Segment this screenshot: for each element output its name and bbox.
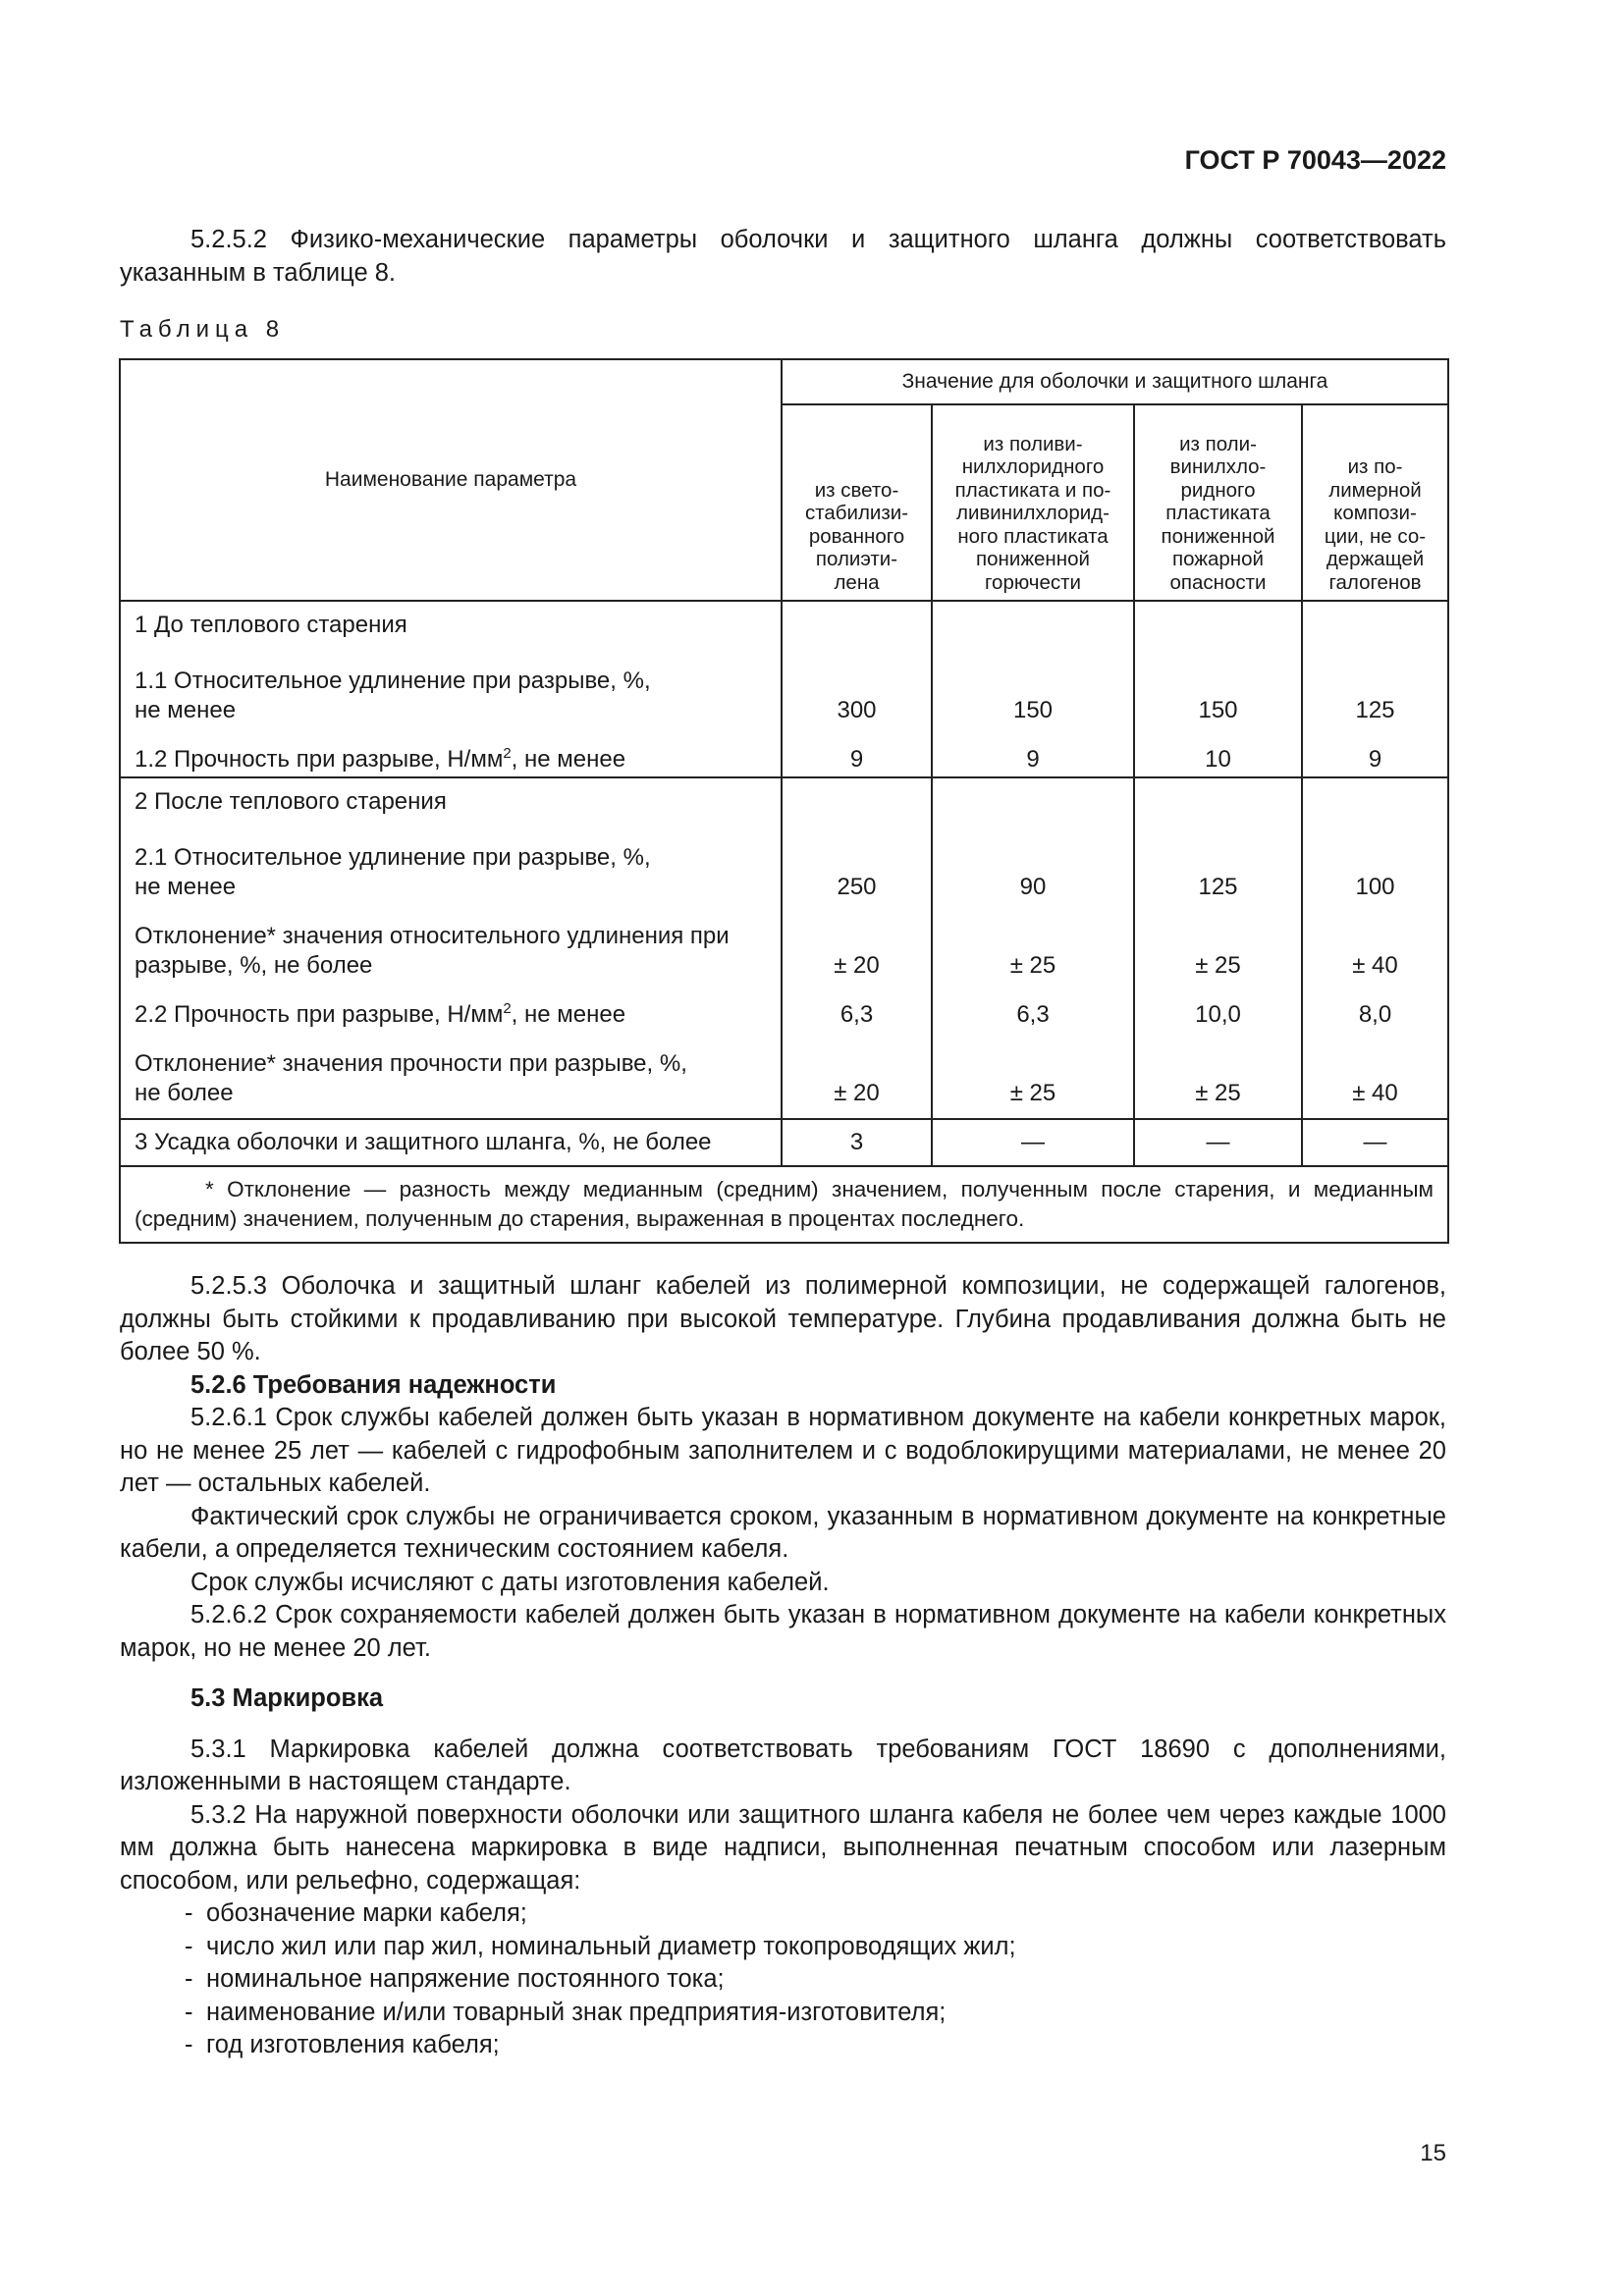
table-cell: ± 20 [834,1080,880,1106]
paragraph-service-life-start: Срок службы исчисляют с даты изготовления кабелей. [190,1568,830,1596]
intro-paragraph [120,224,1446,290]
table-cell: 6,3 [839,1001,874,1028]
paragraph-5-2-5-3: 5.2.5.3 Оболочка и защитный шланг кабелей из полимерной композиции, не содержащей галогенов, должны быть стойкими к продавливанию при высокой температуре. Глубина продавливания должна быть не более 50 %. [120,1272,1446,1365]
parameters-table [119,358,1449,1244]
column-header-pvc-low-flammability: из поливи- нилхлоридного пластиката и по- ливинилхлорид- ного пластиката пониженной горючести [932,404,1134,601]
table-cell: 90 [1019,874,1047,900]
table-row-section-2 [120,777,1448,1119]
section-1-col-3 [1134,601,1302,777]
table-cell: — [932,1119,1134,1166]
table-cell: 10,0 [1195,1001,1241,1028]
paragraph-5-2-6-2: 5.2.6.2 Срок сохраняемости кабелей должен быть указан в нормативном документе на кабели конкретных марок, но не менее 20 лет. [120,1601,1446,1662]
table-cell: ± 25 [1009,1080,1056,1106]
table-cell: ± 25 [1195,952,1241,979]
list-item: - число жил или пар жил, номинальный диаметр токопроводящих жил; [185,1932,1016,1960]
column-header-parameter: Наименование параметра [120,359,782,601]
paragraph-actual-service-life: Фактический срок службы не ограничивается сроком, указанным в нормативном документе на конкретные кабели, а определяется техническим состоянием кабеля. [120,1502,1446,1563]
heading-5-3: 5.3 Маркировка [190,1684,384,1712]
table-cell: 100 [1355,874,1395,900]
paragraph-5-3-2: 5.3.2 На наружной поверхности оболочки или защитного шланга кабеля не более чем через каждые 1000 мм должна быть нанесена маркировка в виде надписи, выполненная печатным способом или лазерным способом, или рельефно, содержащая: [120,1800,1446,1895]
table-cell: 125 [1198,874,1238,900]
row-2-2-deviation-name: Отклонение* значения прочности при разрыве, %, не более [135,1050,687,1106]
table-cell: 6,3 [1016,1001,1050,1028]
row-1-1-name: 1.1 Относительное удлинение при разрыве, %, не менее [135,667,651,723]
paragraph-5-3-1: 5.3.1 Маркировка кабелей должна соответствовать требованиям ГОСТ 18690 с дополнениями, изложенными в настоящем стандарте. [120,1735,1446,1795]
table-header-row-1 [120,359,1448,404]
list-item: - год изготовления кабеля; [185,2031,500,2058]
table-cell: 150 [1198,697,1238,723]
body-text [120,1270,1446,2062]
section-1-col-4 [1302,601,1448,777]
column-group-header: Значение для оболочки и защитного шланга [782,359,1448,404]
table-caption: Таблица 8 [120,316,286,343]
section-2-col-3 [1134,777,1302,1119]
table-cell: ± 20 [834,952,880,979]
section-2-title: 2 После теплового старения [135,788,447,815]
document-header: ГОСТ Р 70043—2022 [1184,145,1446,175]
marking-list [120,1897,1446,2062]
column-header-pvc-fire-hazard: из поли- винилхло- ридного пластиката пониженной пожарной опасности [1134,404,1302,601]
section-1-col-1 [782,601,932,777]
table-cell: ± 25 [1009,952,1056,979]
page-number: 15 [1420,2140,1446,2166]
table-cell: ± 40 [1352,952,1398,979]
table-row-section-3 [120,1119,1448,1166]
table-cell: 3 [782,1119,932,1166]
paragraph-5-2-5-2: 5.2.5.2 Физико-механические параметры оболочки и защитного шланга должны соответствовать указанным в таблице 8. [120,226,1446,287]
table-cell: 125 [1355,697,1395,723]
list-item: - обозначение марки кабеля; [185,1899,527,1927]
section-3-name: 3 Усадка оболочки и защитного шланга, %, не более [120,1119,782,1166]
paragraph-5-2-6-1: 5.2.6.1 Срок службы кабелей должен быть указан в нормативном документе на кабели конкретных марок, но не менее 25 лет — кабелей с гидрофобным заполнителем и с водоблокирущими материалами, не менее 20 лет — остальных кабелей. [120,1404,1446,1497]
table-row-section-1 [120,601,1448,777]
row-2-1-deviation-name: Отклонение* значения относительного удлинения при разрыве, %, не более [135,923,730,979]
table-cell: 9 [849,746,864,773]
heading-5-2-6: 5.2.6 Требования надежности [190,1370,557,1399]
table-footnote: * Отклонение — разность между медианным (средним) значением, полученным после старения, и медианным (средним) значением, полученным до старения, выраженная в процентах последнего. [120,1166,1448,1243]
table-cell: 250 [837,874,877,900]
table-cell: — [1302,1119,1448,1166]
table-cell: 9 [1026,746,1040,773]
section-1-col-2 [932,601,1134,777]
list-item: - наименование и/или товарный знак предприятия-изготовителя; [185,1998,947,2026]
table-cell: 8,0 [1358,1001,1392,1028]
section-2-names [120,777,782,1119]
column-header-halogen-free: из по- лимерной компози- ции, не со- держащей галогенов [1302,404,1448,601]
section-2-col-2 [932,777,1134,1119]
table-cell: 300 [837,697,877,723]
row-2-1-name: 2.1 Относительное удлинение при разрыве, %, не менее [135,844,651,900]
table-cell: ± 40 [1352,1080,1398,1106]
section-2-col-4 [1302,777,1448,1119]
table-cell: 10 [1205,746,1231,773]
list-item: - номинальное напряжение постоянного тока; [185,1965,725,1993]
section-2-col-1 [782,777,932,1119]
table-cell: — [1134,1119,1302,1166]
row-2-2-name: 2.2 Прочность при разрыве, $Н/мм^2$, не менее [135,1000,626,1028]
row-1-2-name: 1.2 Прочность при разрыве, $Н/мм^2$, не менее [135,745,626,773]
table-cell: 9 [1368,746,1382,773]
table-cell: 150 [1012,697,1054,723]
section-1-names [120,601,782,777]
section-1-title: 1 До теплового старения [135,612,407,638]
table-cell: ± 25 [1195,1080,1241,1106]
column-header-polyethylene: из свето- стабилизи- рованного полиэти- лена [782,404,932,601]
table-footnote-row [120,1166,1448,1243]
